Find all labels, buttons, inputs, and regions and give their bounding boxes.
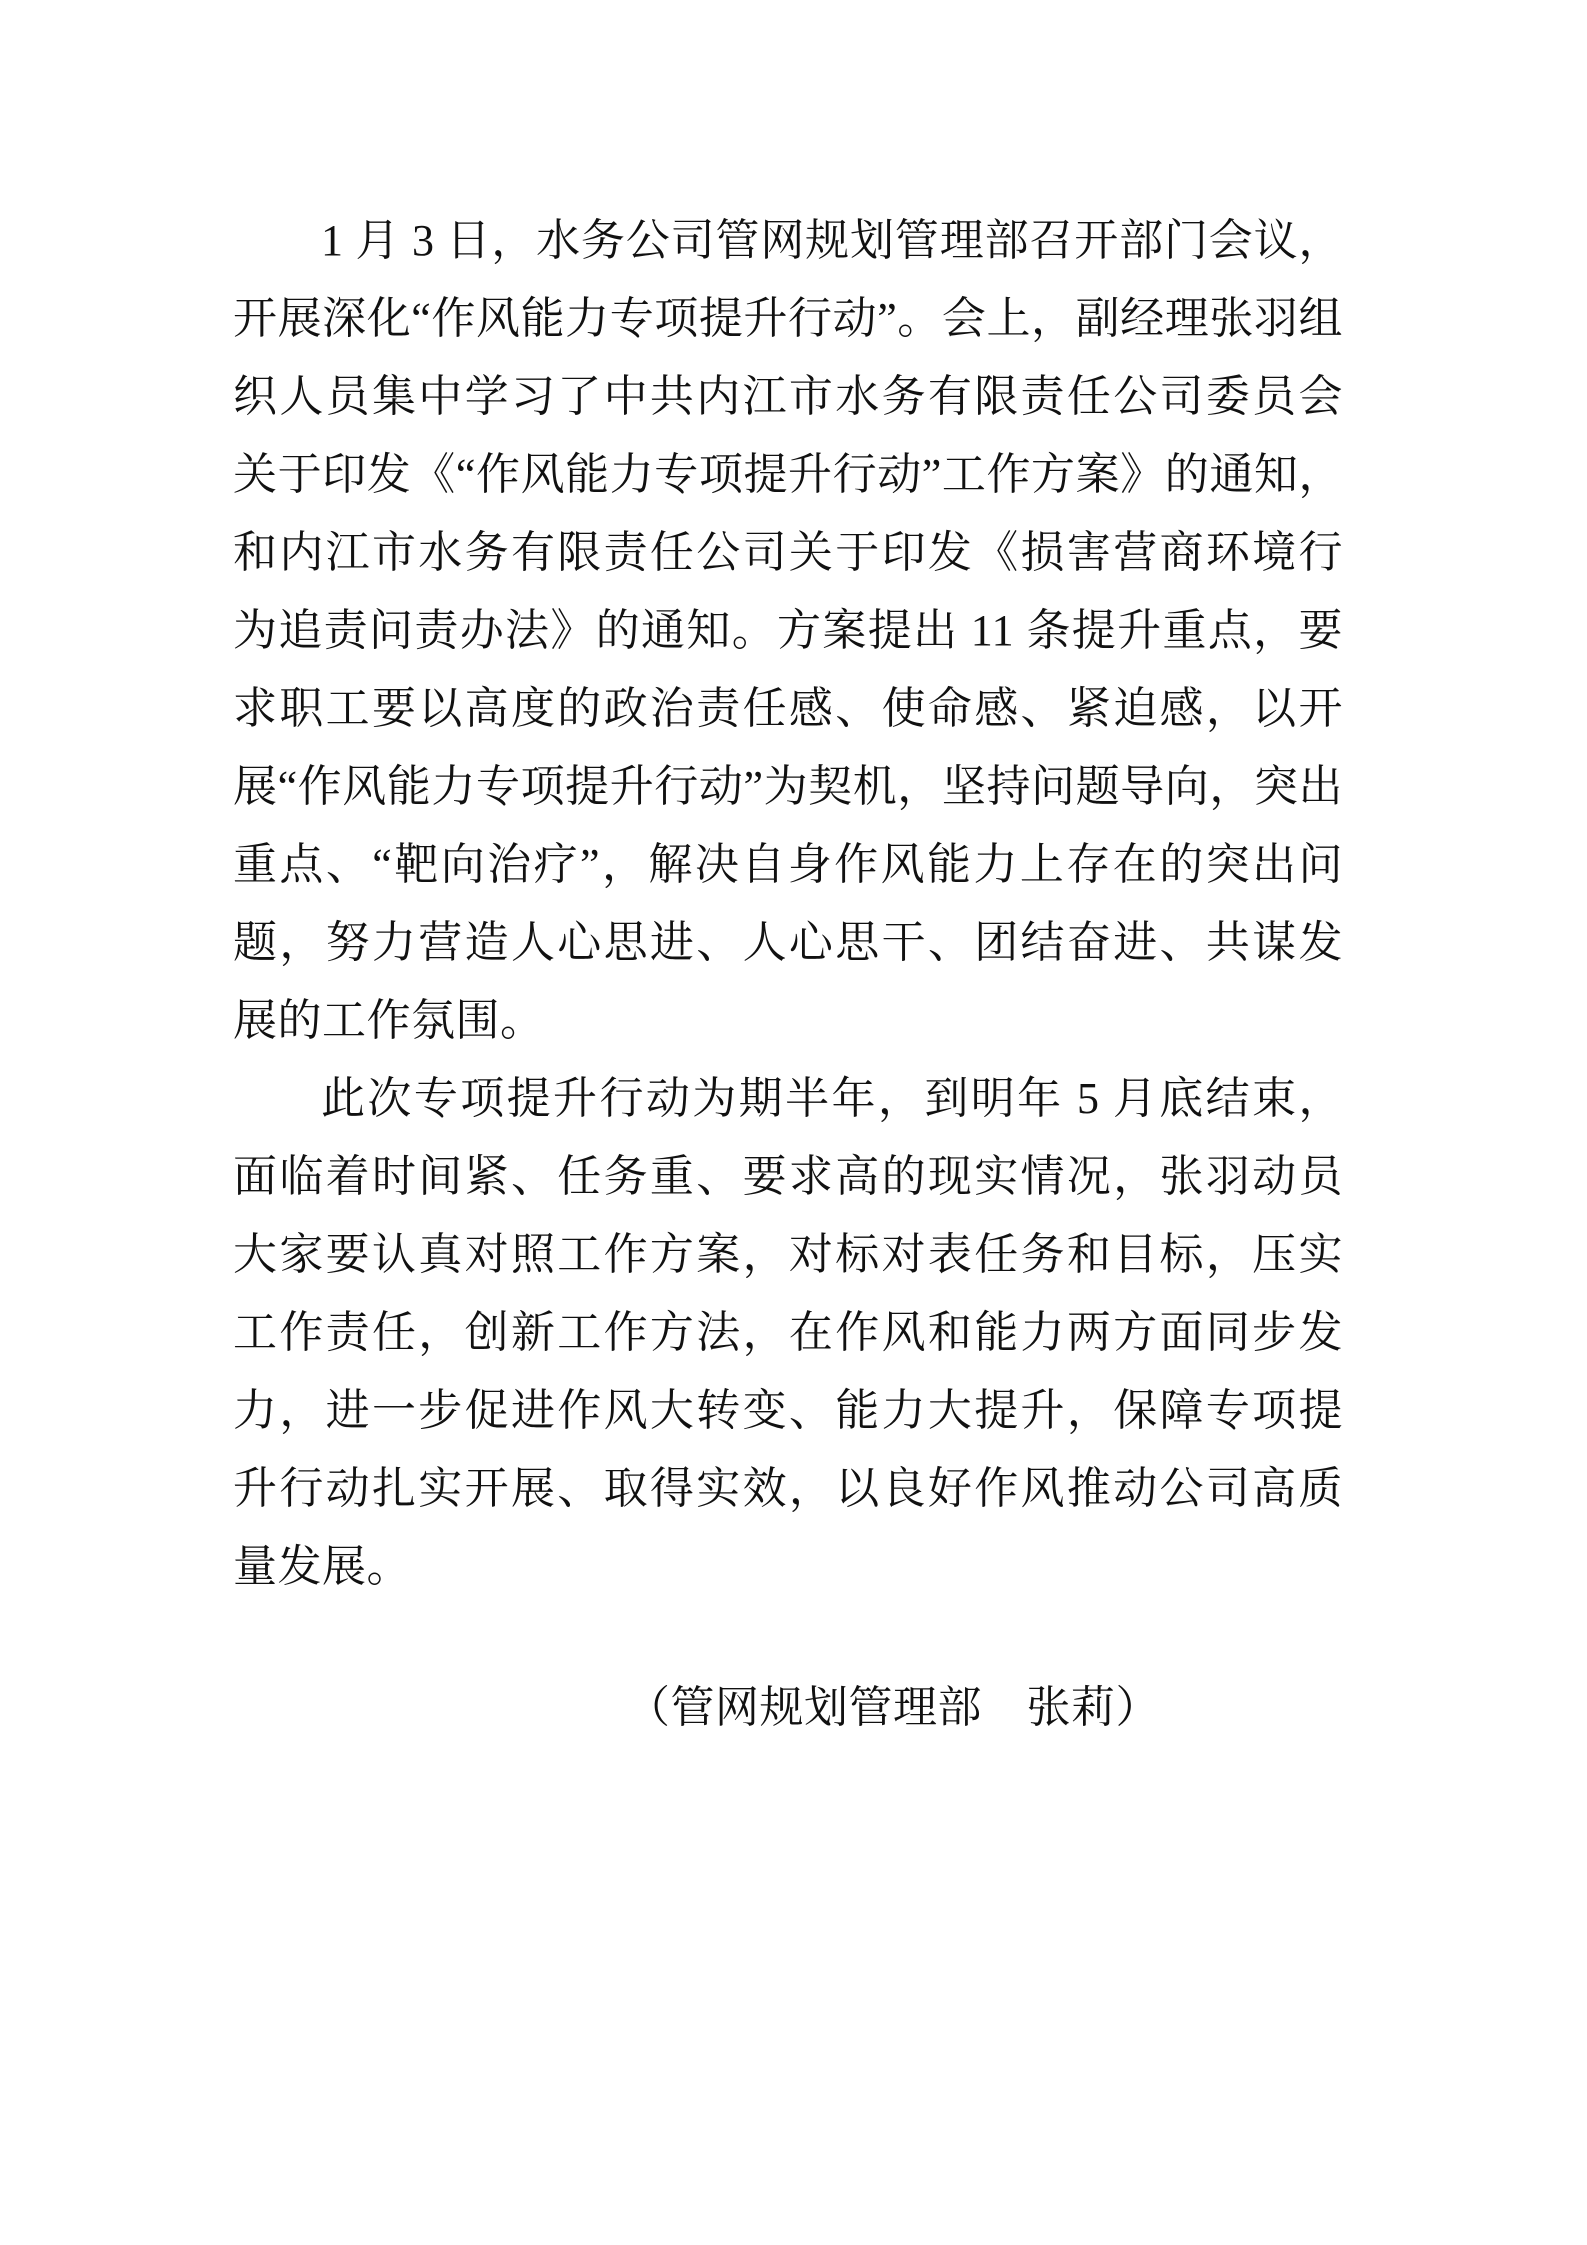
signature-line: （管网规划管理部 张莉）	[626, 1683, 1160, 1732]
paragraph-action-mobilization: 此次专项提升行动为期半年，到明年 5 月底结束，面临着时间紧、任务重、要求高的现实情况，张羽动员大家要认真对照工作方案，对标对表任务和目标，压实工作责任，创新工作方法，在作风和能力两方面同步发力，进一步促进作风大转变、能力大提升，保障专项提升行动扎实开展、取得实效，以良好作风推动公司高质量发展。	[233, 1074, 1343, 1591]
document-body	[233, 202, 1343, 1747]
paragraph-meeting-report: 1 月 3 日，水务公司管网规划管理部召开部门会议，开展深化“作风能力专项提升行动”。会上，副经理张羽组织人员集中学习了中共内江市水务有限责任公司委员会关于印发《“作风能力专项提升行动”工作方案》的通知，和内江市水务有限责任公司关于印发《损害营商环境行为追责问责办法》的通知。方案提出 11 条提升重点，要求职工要以高度的政治责任感、使命感、紧迫感，以开展“作风能力专项提升行动”为契机，坚持问题导向，突出重点、“靶向治疗”，解决自身作风能力上存在的突出问题，努力营造人心思进、人心思干、团结奋进、共谋发展的工作氛围。	[233, 216, 1343, 1045]
